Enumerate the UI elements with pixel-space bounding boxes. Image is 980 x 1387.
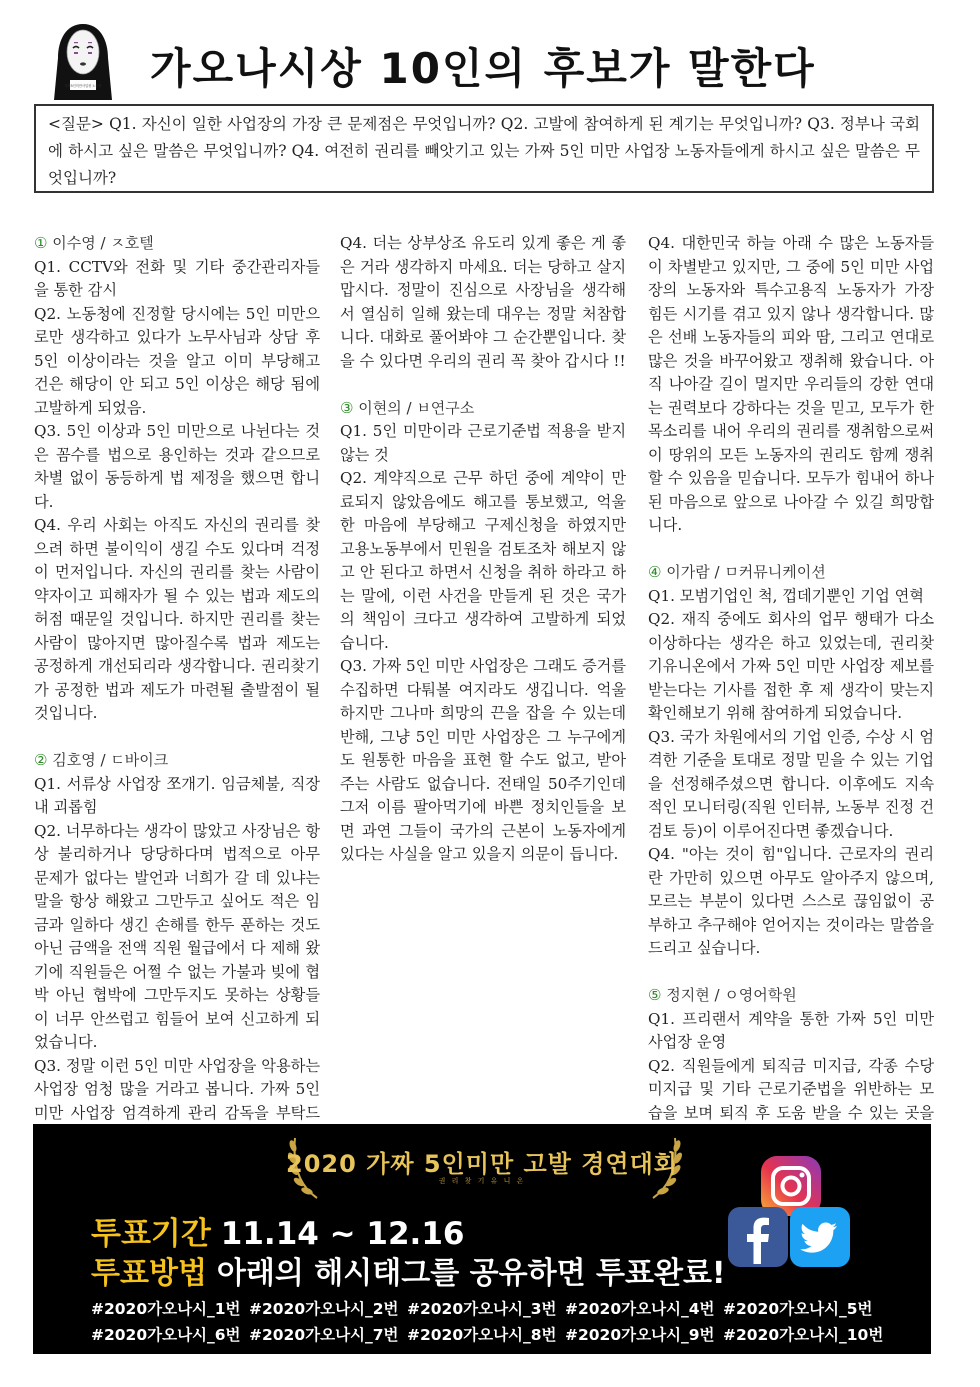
answer-q4: Q4. 우리 사회는 아직도 자신의 권리를 찾으려 하면 불이익이 생길 수도 있다며 걱정이 먼저입니다. 자신의 권리를 찾는 사람이 약자이고 피해자가 될 수 있는 법과 제도의 허점 때문일 것입니다. 하지만 권리를 찾는 사람이 많아지면 많아질수록 법과 제도는 공정하게 개선되리라 생각합니다. 권리찾기가 공정한 법과 제도가 마련될 출발점이 될 것입니다. [34, 516, 320, 722]
candidate-workplace: ㄷ바이크 [110, 751, 169, 769]
hashtag: #2020가오나시_2번 [249, 1300, 399, 1318]
page-title: 가오나시상 10인의 후보가 말한다 [150, 44, 816, 93]
hashtag: #2020가오나시_6번 [91, 1326, 241, 1344]
answer-q1: Q1. 프리랜서 계약을 통한 가짜 5인 미만 사업장 운영 [648, 1009, 934, 1051]
candidate-heading: ⑤ 정지현 / ㅇ영어학원 [648, 986, 797, 1004]
vote-period-label: 투표기간 [91, 1216, 211, 1252]
mascot-illustration [50, 22, 116, 102]
candidate-name: 김호영 [52, 751, 96, 769]
candidate-heading: ② 김호영 / ㄷ바이크 [34, 751, 169, 769]
hashtag: #2020가오나시_5번 [723, 1300, 873, 1318]
answer-q1: Q1. 모범기업인 척, 껍데기뿐인 기업 연혁 [648, 586, 924, 605]
candidate-heading: ① 이수영 / ㅈ호텔 [34, 234, 154, 252]
hashtag-list [91, 1296, 884, 1348]
answer-q2: Q2. 노동청에 진정할 당시에는 5인 미만으로만 생각하고 있다가 노무사님과 상담 후 5인 이상이라는 것을 알고 이미 부당해고 건은 해당이 안 되고 5인 이상은 해당 됨에 고발하게 되었음. [34, 304, 320, 417]
candidate-name: 정지현 [666, 986, 710, 1004]
answer-q1: Q1. CCTV와 전화 및 기타 중간관리자들을 통한 감시 [34, 257, 320, 299]
candidate-workplace: ㅂ연구소 [416, 398, 475, 417]
hashtag: #2020가오나시_1번 [91, 1300, 241, 1318]
answer-q3: Q3. 가짜 5인 미만 사업장은 그래도 증거를 수집하면 다퉈볼 여지라도 생깁니다. 억울하지만 그나마 희망의 끈을 잡을 수 있는데 반해, 그냥 5인 미만 사업장은 그 누구에게도 원통한 마음을 표현 할 수도 없고, 받아주는 사람도 없습니다. 전태일 50주기인데 그저 이름 팔아먹기에 바쁜 정치인들을 보면 과연 그들이 국가의 근본이 노동자에게 있다는 사실을 알고 있을지 의문이 듭니다. [340, 657, 626, 863]
column-2 [340, 232, 626, 867]
vote-period [91, 1208, 464, 1253]
candidate-workplace: ㅁ커뮤니케이션 [724, 563, 826, 581]
candidate-number: ③ [340, 398, 354, 417]
answer-q2: Q2. 계약직으로 근무 하던 중에 계약이 만료되지 않았음에도 해고를 통보했고, 억울한 마음에 부당해고 구제신청을 하였지만 고용노동부에서 민원을 검토조차 해보지 않고 안 된다고 하면서 신청을 취하 하라고 하는 말에, 이런 사건을 만들게 된 것은 국가의 책임이 크다고 생각하여 고발하게 되었습니다. [340, 469, 626, 652]
vote-method-value: 아래의 해시태그를 공유하면 투표완료! [216, 1256, 726, 1291]
candidate-heading: ④ 이가람 / ㅁ커뮤니케이션 [648, 563, 826, 581]
facebook-icon [727, 1206, 789, 1268]
candidate-heading: ③ 이현의 / ㅂ연구소 [340, 398, 475, 417]
candidate-workplace: ㅇ영어학원 [724, 986, 797, 1004]
hashtag: #2020가오나시_7번 [249, 1326, 399, 1344]
hashtag: #2020가오나시_10번 [723, 1326, 884, 1344]
hashtag: #2020가오나시_8번 [407, 1326, 557, 1344]
answer-q3: Q3. 5인 이상과 5인 미만으로 나뉜다는 것은 꼼수를 법으로 용인하는 것과 같으므로 차별 없이 동등하게 법 제정을 했으면 합니다. [34, 422, 320, 511]
questions-box: <질문> Q1. 자신이 일한 사업장의 가장 큰 문제점은 무엇입니까? Q2. 고발에 참여하게 된 계기는 무엇입니까? Q3. 정부나 국회에 하시고 싶은 말씀은 무엇입니까? Q4. 여전히 권리를 빼앗기고 있는 가짜 5인 미만 사업장 노동자들에게 하시고 싶은 말씀은 무엇입니까? [34, 104, 934, 193]
hashtag: #2020가오나시_3번 [407, 1300, 557, 1318]
candidate-name: 이가람 [666, 563, 710, 581]
column-1 [34, 232, 320, 1172]
contest-subtitle: 권 리 찾 기 유 니 온 [438, 1177, 526, 1185]
twitter-icon [789, 1206, 851, 1268]
answer-q2: Q2. 너무하다는 생각이 많았고 사장님은 항상 불리하거나 당당하다며 법적으로 아무 문제가 없다는 발언과 너희가 갈 데 있냐는 말을 항상 해왔고 그만두고 싶어도 적은 임금과 일하다 생긴 손해를 한두 푼하는 것도 아닌 금액을 전액 직원 월급에서 다 제해 왔기에 직원들은 어쩔 수 없는 가불과 빚에 협박 아닌 협박에 그만두지도 못하는 상황들이 너무 안쓰럽고 힘들어 보여 신고하게 되었습니다. [34, 821, 320, 1051]
candidate-number: ① [34, 234, 48, 252]
contest-title: 2020 가짜 5인미만 고발 경연대회 [286, 1150, 678, 1178]
answer-q2: Q2. 직원들에게 퇴직금 미지급, 각종 수당 미지급 및 기타 근로기준법을 위반하는 모습을 보며 퇴직 후 도움 받을 수 있는 곳을 [648, 1056, 934, 1122]
candidate-number: ② [34, 751, 48, 769]
candidate-name: 이수영 [52, 234, 96, 252]
answer-q4: Q4. "아는 것이 힘"입니다. 근로자의 권리란 가만히 있으면 아무도 알아주지 않으며, 모르는 부분이 있다면 스스로 끊임없이 공부하고 추구해야 얻어지는 것이라는 말씀을 드리고 싶습니다. [648, 845, 934, 957]
answer-q4: Q4. 대한민국 하늘 아래 수 많은 노동자들이 차별받고 있지만, 그 중에 5인 미만 사업장의 노동자와 특수고용직 노동자가 가장 힘든 시기를 겪고 있지 않나 생각합니다. 많은 선배 노동자들의 피와 땀, 그리고 연대로 많은 것을 바꾸어왔고 쟁취해 왔습니다. 아직 나아갈 길이 멀지만 우리들의 강한 연대는 권력보다 강하다는 것을 믿고, 모두가 한 목소리를 내어 우리의 권리를 쟁취함으로써 이 땅위의 모든 노동자의 권리도 함께 쟁취 할 수 있음을 믿습니다. 모두가 힘내어 하나 된 마음으로 앞으로 나아갈 수 있길 희망합니다. [648, 234, 934, 534]
answer-q2: Q2. 재직 중에도 회사의 업무 행태가 다소 이상하다는 생각은 하고 있었는데, 권리찾기유니온에서 가짜 5인 미만 사업장 제보를 받는다는 기사를 접한 후 제 생각이 맞는지 확인해보기 위해 참여하게 되었습니다. [648, 610, 934, 722]
vote-method-label: 투표방법 [91, 1256, 207, 1291]
answer-q1: Q1. 5인 미만이라 근로기준법 적용을 받지 않는 것 [340, 422, 626, 464]
candidate-number: ④ [648, 563, 662, 581]
answer-q4: Q4. 더는 상부상조 유도리 있게 좋은 게 좋은 거라 생각하지 마세요. 더는 당하고 살지 맙시다. 정말이 진심으로 사장님을 생각해서 열심히 일해 왔는데 대우는 정말 처참합니다. 대화로 풀어봐야 그 순간뿐입니다. 찾을 수 있다면 우리의 권리 꼭 찾아 갑시다 !! [340, 234, 626, 370]
candidate-workplace: ㅈ호텔 [110, 234, 154, 252]
column-3 [648, 232, 934, 1149]
vote-period-value: 11.14 ~ 12.16 [220, 1216, 465, 1252]
hashtag: #2020가오나시_9번 [565, 1326, 715, 1344]
candidate-number: ⑤ [648, 986, 662, 1004]
candidate-name: 이현의 [358, 398, 402, 417]
answer-q3: Q3. 국가 차원에서의 기업 인증, 수상 시 엄격한 기준을 토대로 정말 믿을 수 있는 기업을 선정해주셨으면 합니다. 이후에도 지속적인 모니터링(직원 인터뷰, 노동부 진정 건 검토 등)이 이루어진다면 좋겠습니다. [648, 727, 934, 840]
answer-q3-part: Q3. 정말 이런 5인 미만 사업장을 악용하는 사업장 엄청 많을 거라고 봅니다. 가짜 5인 미만 사업장 엄격하게 관리 감독을 부탁드 [34, 1056, 320, 1122]
vote-method [91, 1248, 726, 1292]
vote-banner [33, 1124, 931, 1354]
hashtag: #2020가오나시_4번 [565, 1300, 715, 1318]
mascot-caption: 가짜5인미만사업장 노동자 [64, 84, 102, 88]
answer-q1: Q1. 서류상 사업장 쪼개기. 임금체불, 직장 내 괴롭힘 [34, 774, 320, 816]
